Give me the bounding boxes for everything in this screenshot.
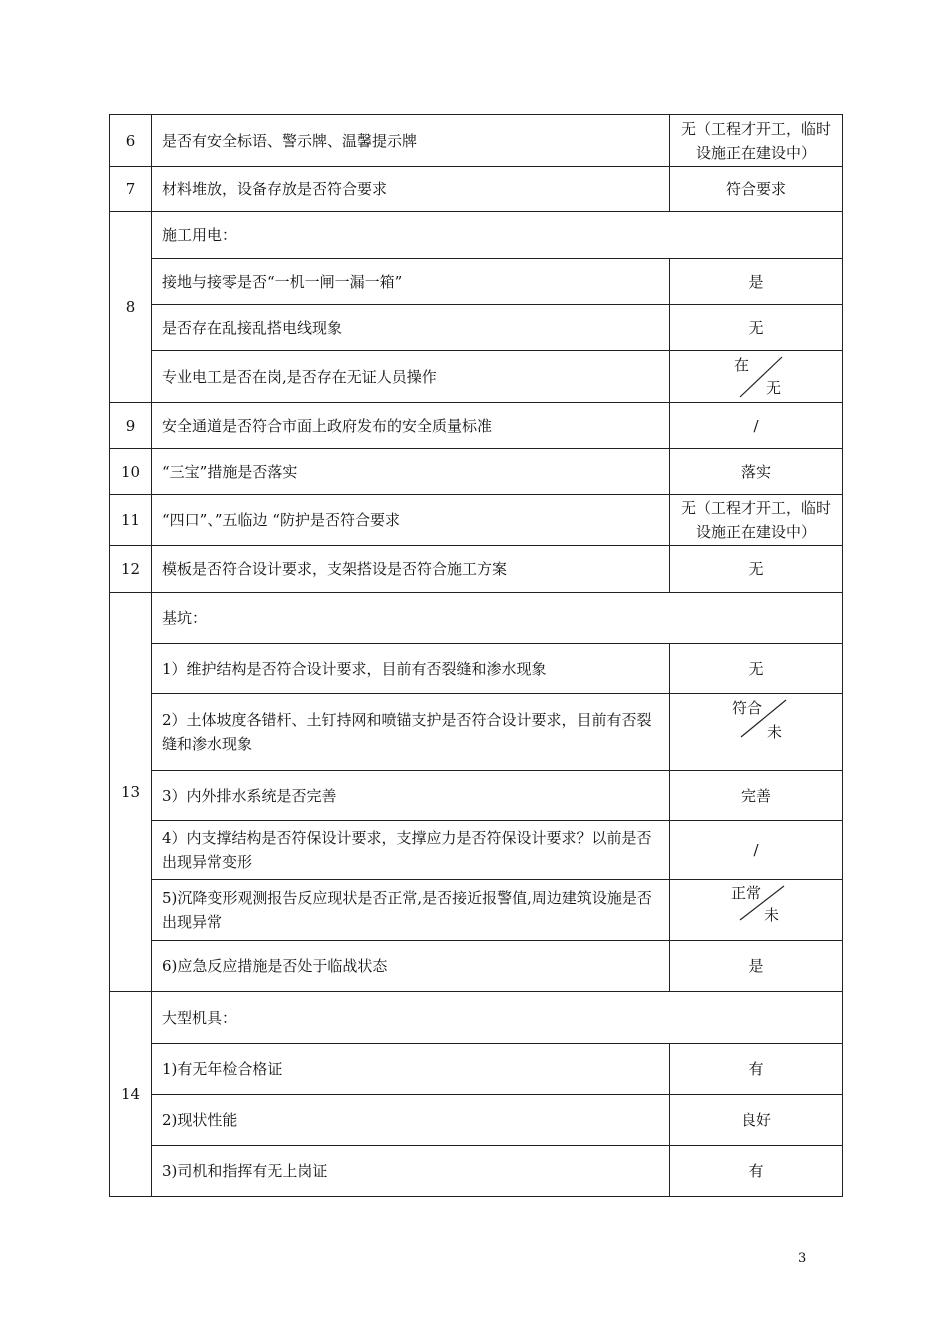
item-text: 模板是否符合设计要求，支架搭设是否符合施工方案 [152,546,670,593]
row-number: 14 [110,992,152,1197]
item-text: 专业电工是否在岗,是否存在无证人员操作 [152,351,670,403]
result-text: 有 [670,1146,843,1197]
row-number: 9 [110,403,152,449]
result-upper: 符合 [732,699,763,717]
table-row [110,694,843,771]
item-text: 3）内外排水系统是否完善 [152,771,670,821]
item-text: 是否有安全标语、警示牌、温馨提示牌 [152,115,670,167]
row-number: 6 [110,115,152,167]
result-text: 无（工程才开工，临时设施正在建设中） [670,115,843,167]
item-text: 安全通道是否符合市面上政府发布的安全质量标准 [152,403,670,449]
inspection-table [109,114,843,1197]
result-text: 是 [670,259,843,305]
row-number: 10 [110,449,152,495]
row-number: 12 [110,546,152,593]
table-row [110,495,843,546]
table-row [110,593,843,644]
item-text: “四口”、”五临边 “防护是否符合要求 [152,495,670,546]
result-lower: 未 [767,723,783,741]
table-row [110,880,843,941]
result-text: 符合要求 [670,167,843,212]
item-text: 3)司机和指挥有无上岗证 [152,1146,670,1197]
row-number: 13 [110,593,152,992]
table-row [110,941,843,992]
result-diagonal-cell [670,694,843,771]
item-text: 材料堆放，设备存放是否符合要求 [152,167,670,212]
result-text: 无 [670,305,843,351]
table-row [110,546,843,593]
result-diagonal-cell [670,351,843,403]
row-number: 11 [110,495,152,546]
item-text: 接地与接零是否“一机一闸一漏一箱” [152,259,670,305]
item-text: 2）土体坡度各错杆、土钉持网和喷锚支护是否符合设计要求，目前有否裂缝和渗水现象 [152,694,670,771]
result-lower: 无 [766,379,782,397]
page-number: 3 [798,1251,807,1266]
table-row [110,1095,843,1146]
item-text: 是否存在乱接乱搭电线现象 [152,305,670,351]
result-text: 良好 [670,1095,843,1146]
item-text: 1）维护结构是否符合设计要求，目前有否裂缝和渗水现象 [152,644,670,694]
result-text: 落实 [670,449,843,495]
table-row [110,1146,843,1197]
item-text: 2)现状性能 [152,1095,670,1146]
table-row [110,771,843,821]
table-row [110,403,843,449]
table-row [110,167,843,212]
item-text: “三宝”措施是否落实 [152,449,670,495]
result-text: 无 [670,546,843,593]
table-row [110,305,843,351]
table-row [110,351,843,403]
table-row [110,259,843,305]
table-row [110,821,843,880]
table-row [110,644,843,694]
result-upper: 在 [734,356,750,374]
result-text: 是 [670,941,843,992]
result-text: 有 [670,1044,843,1095]
result-lower: 未 [764,906,780,924]
item-text: 1)有无年检合格证 [152,1044,670,1095]
section-header: 基坑： [152,593,843,644]
section-header: 大型机具： [152,992,843,1044]
row-number: 7 [110,167,152,212]
result-text: 无（工程才开工，临时设施正在建设中） [670,495,843,546]
table-row [110,1044,843,1095]
result-text: / [670,821,843,880]
diagonal-line [670,351,843,402]
result-diagonal-cell [670,880,843,941]
item-text: 5)沉降变形观测报告反应现状是否正常,是否接近报警值,周边建筑设施是否出现异常 [152,880,670,941]
row-number: 8 [110,212,152,403]
item-text: 4）内支撑结构是否符保设计要求，支撑应力是否符保设计要求？以前是否出现异常变形 [152,821,670,880]
result-text: / [670,403,843,449]
section-header: 施工用电： [152,212,843,259]
table-row [110,992,843,1044]
table-row [110,212,843,259]
result-text: 无 [670,644,843,694]
item-text: 6)应急反应措施是否处于临战状态 [152,941,670,992]
table-row [110,449,843,495]
table-row [110,115,843,167]
result-text: 完善 [670,771,843,821]
result-upper: 正常 [731,884,762,902]
